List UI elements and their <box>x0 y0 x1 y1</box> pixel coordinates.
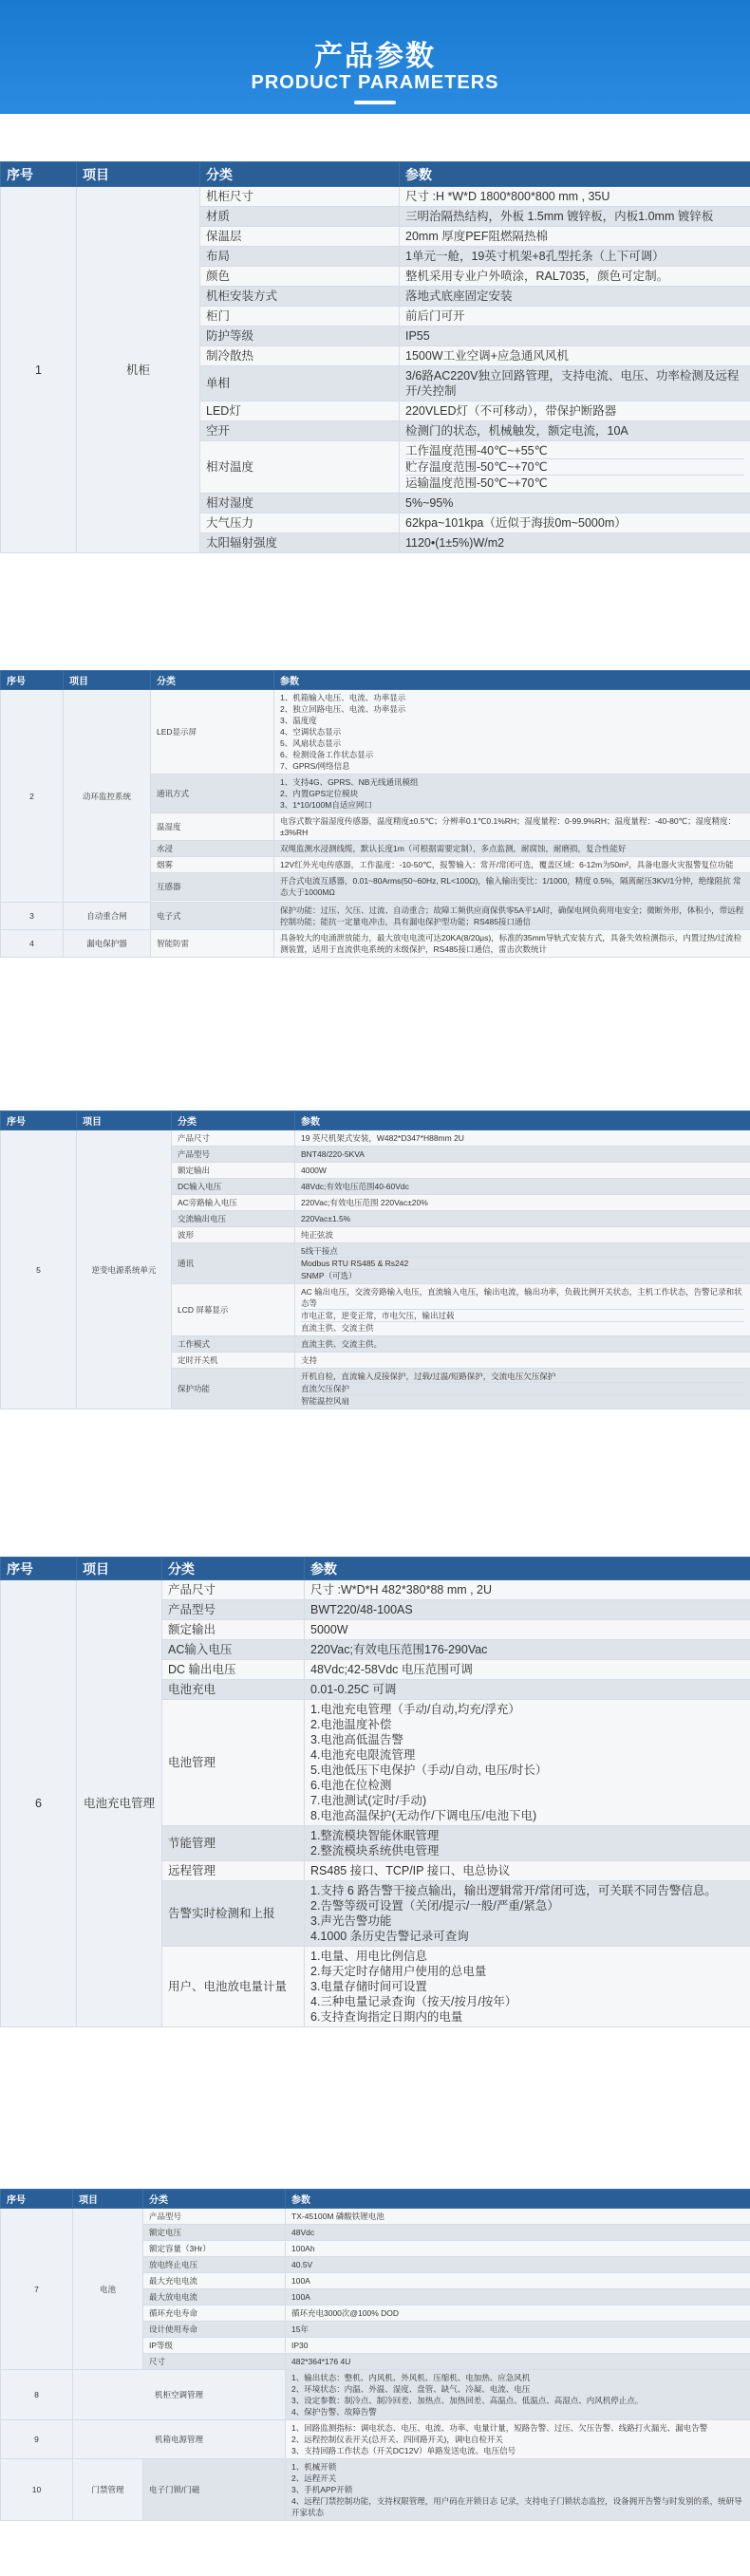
row-category: 机柜安装方式 <box>200 287 400 307</box>
param-line: 三明治隔热结构，外板 1.5mm 镀锌板，内板1.0mm 镀锌板 <box>405 210 714 223</box>
col-param: 参数 <box>295 1111 750 1130</box>
row-category: 交流输出电压 <box>172 1211 295 1227</box>
row-category: LCD 屏幕显示 <box>172 1284 295 1336</box>
row-value <box>295 1369 750 1409</box>
param-line: 2、内置GPS定位模块 <box>280 789 359 798</box>
row-value <box>400 287 750 307</box>
row-value <box>286 2273 750 2289</box>
row-category: 颜色 <box>200 267 400 287</box>
param-line: 市电正常，逆变正常，市电欠压，输出过载 <box>301 1309 744 1321</box>
row-item: 机箱电源管理 <box>73 2420 286 2459</box>
row-category: 最大充电电流 <box>143 2273 286 2289</box>
row-value <box>286 2305 750 2322</box>
param-line: 3、支持回路工作状态（开关DC12V）单路发送电流、电压信号 <box>291 2446 516 2455</box>
param-line: 2.每天定时存储用户使用的总电量 <box>310 1965 487 1978</box>
param-line: 3.声光告警功能 <box>310 1914 392 1928</box>
row-value <box>295 1284 750 1336</box>
section-inverter <box>0 1111 750 1409</box>
table-row <box>1 2209 750 2225</box>
param-line: 1.电池充电管理（手动/自动,均充/浮充） <box>310 1703 520 1716</box>
row-no: 10 <box>1 2459 73 2521</box>
row-item: 漏电保护器 <box>64 930 151 958</box>
col-param: 参数 <box>274 671 750 690</box>
row-value <box>286 2257 750 2273</box>
row-item: 逆变电源系统单元 <box>77 1130 172 1409</box>
param-line: 1500W工业空调+应急通风风机 <box>405 349 569 363</box>
table-row <box>1 2459 750 2521</box>
param-line: 220Vac;有效电压范围 220Vac±20% <box>301 1198 428 1207</box>
param-line: 100A <box>291 2292 310 2302</box>
row-category: 空开 <box>200 421 400 441</box>
row-value <box>295 1179 750 1195</box>
param-line: 4、空调状态显示 <box>280 727 342 737</box>
row-category: AC旁路输入电压 <box>172 1195 295 1211</box>
param-line: 落地式底座固定安装 <box>405 289 513 303</box>
row-category: 保温层 <box>200 227 400 247</box>
row-category: 波形 <box>172 1227 295 1243</box>
param-line: 4、保护告警、故障告警 <box>291 2407 377 2417</box>
row-value <box>400 513 750 533</box>
param-line: 工作温度范围-40℃~+55℃ <box>405 444 548 457</box>
param-line: IP30 <box>291 2341 309 2350</box>
col-no: 序号 <box>1 2190 73 2209</box>
col-item: 项目 <box>77 1558 162 1580</box>
row-no: 2 <box>1 690 64 903</box>
table-row <box>1 930 750 958</box>
row-no: 9 <box>1 2420 73 2459</box>
row-value <box>305 1826 750 1861</box>
row-value <box>295 1195 750 1211</box>
param-line: 3、手机APP开锁 <box>291 2485 353 2494</box>
row-value: 双绳监测水浸测线缆，默认长度1m（可根据需要定制），多点监测，耐腐蚀，耐磨损，复合性能好 <box>274 841 750 857</box>
row-value <box>305 1881 750 1947</box>
row-value <box>286 2420 750 2459</box>
row-category: 定时开关机 <box>172 1353 295 1369</box>
param-line: 3、1*10/100M自适应网口 <box>280 800 372 810</box>
col-category: 分类 <box>151 671 274 690</box>
row-item: 机柜空调管理 <box>73 2370 286 2420</box>
param-line: 1.电量、用电比例信息 <box>310 1950 427 1963</box>
table-row <box>1 1130 750 1147</box>
param-line: 直流主供、交流主供。 <box>301 1339 383 1349</box>
row-category: 额定容量（3Hr） <box>143 2241 286 2257</box>
row-value <box>286 2209 750 2225</box>
row-category: 尺寸 <box>143 2354 286 2370</box>
row-value <box>286 2370 750 2420</box>
param-line: RS485 接口、TCP/IP 接口、电总协议 <box>310 1864 511 1877</box>
param-line: 直流欠压保护 <box>301 1382 744 1394</box>
row-category: 相对湿度 <box>200 494 400 513</box>
col-no: 序号 <box>1 1558 77 1580</box>
param-line: 15年 <box>291 2324 309 2334</box>
table-row <box>1 690 750 775</box>
section-cabinet <box>0 161 750 553</box>
param-line: 48Vdc <box>291 2228 315 2237</box>
row-value <box>400 421 750 441</box>
param-line: TX-45100M 磷酸铁锂电池 <box>291 2212 384 2221</box>
row-category: 烟雾 <box>151 857 274 873</box>
param-line: SNMP（可选） <box>301 1269 744 1281</box>
row-item: 门禁管理 <box>73 2459 143 2521</box>
col-param: 参数 <box>305 1558 750 1580</box>
row-no: 7 <box>1 2209 73 2370</box>
param-line: 2.电池温度补偿 <box>310 1718 392 1731</box>
row-no: 6 <box>1 1580 77 2027</box>
col-category: 分类 <box>162 1558 305 1580</box>
row-value <box>400 267 750 287</box>
param-line: 3.电池高低温告警 <box>310 1733 403 1746</box>
col-no: 序号 <box>1 162 77 187</box>
row-value <box>400 494 750 513</box>
col-category: 分类 <box>172 1111 295 1130</box>
param-line: 5线干接点 <box>301 1246 338 1256</box>
param-line: 48Vdc;有效电压范围40-60Vdc <box>301 1182 409 1191</box>
title-underline <box>354 101 396 104</box>
row-category: LED灯 <box>200 401 400 421</box>
row-category: 通讯方式 <box>151 775 274 813</box>
param-line: 100Ah <box>291 2244 315 2253</box>
table-row <box>1 1580 750 1600</box>
row-item: 电池充电管理 <box>77 1580 162 2027</box>
row-category: 额定电压 <box>143 2225 286 2241</box>
param-line: 2.告警等级可设置（关闭/提示/一般/严重/紧急） <box>310 1899 559 1913</box>
param-line: 整机采用专业户外喷涂，RAL7035，颜色可定制。 <box>405 270 669 283</box>
param-line: 运输温度范围-50℃~+70℃ <box>405 475 744 491</box>
param-line: 48Vdc;42-58Vdc 电压范围可调 <box>310 1663 473 1676</box>
row-value <box>286 2241 750 2257</box>
row-value <box>305 1680 750 1700</box>
row-value: 具备较大的电涌泄放能力，最大放电电流可达20KA(8/20μs)，标准的35mm导轨式安装方式，具备失效检测指示，内置过热/过流检测装置，适用于直流供电系统的末级保护，RS485接口通信，雷击次数统计 <box>274 930 750 958</box>
param-line: 40.5V <box>291 2260 313 2269</box>
param-line: 7、GPRS/网络信息 <box>280 761 350 771</box>
row-value <box>400 227 750 247</box>
row-value <box>286 2338 750 2354</box>
table-row <box>1 2370 750 2420</box>
row-value <box>305 1620 750 1640</box>
row-category: 保护功能 <box>172 1369 295 1409</box>
row-value <box>286 2354 750 2370</box>
row-category: DC 输出电压 <box>162 1660 305 1680</box>
row-category: 互感器 <box>151 873 274 901</box>
col-item: 项目 <box>64 671 151 690</box>
col-item: 项目 <box>73 2190 143 2209</box>
param-line: BWT220/48-100AS <box>310 1603 413 1616</box>
param-line: 尺寸 :H *W*D 1800*800*800 mm , 35U <box>405 190 610 203</box>
row-value: 保护功能：过压、欠压、过流、自动重合；故障工频供应商保供零5A平1A时，确保电网负荷用电安全；微断外形，体积小，带远程控制功能；能抗一定量电冲击，具有漏电保护型功能；RS485接口通信 <box>274 903 750 930</box>
param-line: 19 英尺机架式安装，W482*D347*H88mm 2U <box>301 1133 464 1143</box>
param-line: 5000W <box>310 1623 348 1636</box>
row-category: 节能管理 <box>162 1826 305 1861</box>
table-row <box>1 187 750 207</box>
param-line: 6.电池在位检测 <box>310 1779 392 1792</box>
row-category: 用户、电池放电量计量 <box>162 1947 305 2027</box>
section-battery <box>0 2189 750 2521</box>
param-line: 8.电池高温保护(无动作/下调电压/电池下电) <box>310 1809 537 1822</box>
row-value <box>295 1211 750 1227</box>
param-line: 7.电池测试(定时/手动) <box>310 1794 427 1807</box>
param-line: 贮存温度范围-50℃~+70℃ <box>405 458 744 475</box>
row-category: 材质 <box>200 207 400 227</box>
row-value <box>400 307 750 327</box>
param-line: 3/6路AC220V独立回路管理，支持电流、电压、功率检测及远程开/关控制 <box>405 369 740 398</box>
row-category: 智能防雷 <box>151 930 274 958</box>
row-value <box>305 1600 750 1620</box>
row-category: 告警实时检测和上报 <box>162 1881 305 1947</box>
row-value <box>295 1353 750 1369</box>
param-line: 1120•(1±5%)W/m2 <box>405 536 505 550</box>
param-line: 6、检测设备工作状态显示 <box>280 750 374 759</box>
row-category: 大气压力 <box>200 513 400 533</box>
row-item: 机柜 <box>77 187 200 553</box>
col-no: 序号 <box>1 1111 77 1130</box>
col-category: 分类 <box>143 2190 286 2209</box>
param-line: 4、远程门禁控制功能，支持权限管理，用户码在开锁日志 记录，支持电子门锁状态监控，设备拥开告警与时发别的系，统研导开家状态 <box>291 2496 742 2517</box>
row-category: 放电终止电压 <box>143 2257 286 2273</box>
param-line: 3.电量存储时间可设置 <box>310 1980 427 1993</box>
param-line: 4.三种电量记录查询（按天/按月/按年） <box>310 1995 517 2008</box>
page-title: 产品参数 <box>314 41 436 72</box>
param-line: 1、机箱输入电压、电流、功率显示 <box>280 693 406 702</box>
param-line: 循环充电3000次@100% DOD <box>291 2308 400 2318</box>
row-value <box>295 1163 750 1179</box>
param-line: 3、设定参数：制冷点、制冷回差、加热点、加热回差、高温点、低温点、高湿点、内风机停止点。 <box>291 2396 644 2405</box>
row-value <box>286 2225 750 2241</box>
row-category: 产品尺寸 <box>162 1580 305 1600</box>
param-line: 2、远程控制仪表开关(总开关、四回路开关)，调电自检开关 <box>291 2435 503 2444</box>
row-category: 通讯 <box>172 1243 295 1284</box>
row-category: 产品型号 <box>143 2209 286 2225</box>
row-item: 动环监控系统 <box>64 690 151 903</box>
row-category: 远程管理 <box>162 1861 305 1881</box>
col-no: 序号 <box>1 671 64 690</box>
param-line: 检测门的状态，机械触发，额定电流，10A <box>405 424 628 438</box>
row-category: AC输入电压 <box>162 1640 305 1660</box>
row-category: 电池管理 <box>162 1700 305 1826</box>
param-line: 5%~95% <box>405 496 454 510</box>
row-no: 4 <box>1 930 64 958</box>
row-category: 产品型号 <box>162 1600 305 1620</box>
page-header <box>0 0 750 114</box>
row-value <box>295 1147 750 1163</box>
param-line: 1单元一舱，19英寸机架+8孔型托条（上下可调） <box>405 250 665 263</box>
table-header <box>1 162 750 187</box>
table-header <box>1 671 750 690</box>
table-row <box>1 903 750 930</box>
row-category: 单相 <box>200 366 400 401</box>
param-line: 1、机械开锁 <box>291 2462 337 2472</box>
param-line: 1、输出状态：整机、内风机、外风机、压缩机、电加热、应急风机 <box>291 2373 531 2382</box>
col-param: 参数 <box>286 2190 750 2209</box>
row-category: 制冷散热 <box>200 346 400 366</box>
row-category: 循环充电寿命 <box>143 2305 286 2322</box>
row-category: 相对温度 <box>200 441 400 494</box>
col-item: 项目 <box>77 1111 172 1130</box>
param-line: 4.1000 条历史告警记录可查询 <box>310 1930 469 1943</box>
param-line: 1.支持 6 路告警干接点输出，输出逻辑常开/常闭可选，可关联不同告警信息。 <box>310 1884 717 1897</box>
row-category: 额定输出 <box>172 1163 295 1179</box>
row-value <box>400 533 750 553</box>
param-line: 62kpa~101kpa（近似于海拔0m~5000m） <box>405 516 627 530</box>
param-line: 尺寸 :W*D*H 482*380*88 mm , 2U <box>310 1583 493 1596</box>
param-line: 前后门可开 <box>405 309 465 323</box>
row-category: LED显示屏 <box>151 690 274 775</box>
param-line: 4000W <box>301 1166 327 1175</box>
param-line: 2、远程开关 <box>291 2473 337 2483</box>
param-line: 5、风扇状态显示 <box>280 738 342 748</box>
param-line: 2.整流模块系统供电管理 <box>310 1844 440 1857</box>
table-header <box>1 2190 750 2209</box>
row-category: 布局 <box>200 247 400 267</box>
param-line: 2、独立回路电压、电流、功率显示 <box>280 704 406 714</box>
row-value <box>274 690 750 775</box>
row-value <box>286 2459 750 2521</box>
row-value <box>400 187 750 207</box>
param-line: 开机自检，直流输入反接保护，过载/过温/短路保护，交流电压欠压保护 <box>301 1372 556 1381</box>
row-value <box>400 366 750 401</box>
row-category: 产品尺寸 <box>172 1130 295 1147</box>
row-category: 产品型号 <box>172 1147 295 1163</box>
param-line: 100A <box>291 2276 310 2286</box>
param-line: 220Vac;有效电压范围176-290Vac <box>310 1643 488 1656</box>
param-line: 1、回路监测指标：调电状态、电压、电流、功率、电量计量，短路告警、过压、欠压告警、线路打火漏光、漏电告警 <box>291 2423 708 2433</box>
row-category: 温湿度 <box>151 813 274 841</box>
row-value <box>400 401 750 421</box>
row-value <box>286 2322 750 2338</box>
row-category: 电子式 <box>151 903 274 930</box>
row-category: 水浸 <box>151 841 274 857</box>
row-item: 自动重合闸 <box>64 903 151 930</box>
param-line: 482*364*176 4U <box>291 2357 351 2366</box>
param-line: AC 输出电压，交流旁路输入电压，直流输入电压，输出电流，输出功率，负载比例开关状态，主机工作状态，告警记录和状态等 <box>301 1287 742 1308</box>
param-line: 5.电池低压下电保护（手动/自动, 电压/时长） <box>310 1764 548 1777</box>
row-value <box>295 1227 750 1243</box>
param-line: IP55 <box>405 329 430 343</box>
table-header <box>1 1111 750 1130</box>
col-item: 项目 <box>77 162 200 187</box>
param-line: 直流主供、交流主供 <box>301 1321 744 1334</box>
row-value: 12V红外光电传感器，工作温度：-10-50℃，报警输入：常开/常闭可选，覆盖区域：6-12m为50m²，具备电器火灾报警复位功能 <box>274 857 750 873</box>
row-value <box>305 1640 750 1660</box>
param-line: 1、支持4G、GPRS、NB无线通讯模组 <box>280 777 419 787</box>
row-category: 机柜尺寸 <box>200 187 400 207</box>
param-line: 支持 <box>301 1355 318 1365</box>
param-line: 3、温度度 <box>280 716 317 725</box>
row-category: 最大放电电流 <box>143 2289 286 2305</box>
col-param: 参数 <box>400 162 750 187</box>
row-category: 电池充电 <box>162 1680 305 1700</box>
row-value <box>400 346 750 366</box>
param-line: 220Vac±1.5% <box>301 1214 351 1223</box>
row-value <box>274 775 750 813</box>
row-value <box>295 1243 750 1284</box>
row-value <box>286 2289 750 2305</box>
param-line: BNT48/220-5KVA <box>301 1149 365 1159</box>
param-line: 纯正弦波 <box>301 1230 334 1240</box>
row-category: 额定输出 <box>162 1620 305 1640</box>
param-line: 20mm 厚度PEF阻燃隔热棉 <box>405 230 549 243</box>
row-value <box>295 1336 750 1353</box>
row-category: 电子门锁/门磁 <box>143 2459 286 2521</box>
row-value: 开合式电流互感器，0.01~80Arms(50~60Hz, RL<100Ω)，输入输出变比：1/1000，精度 0.5%，隔离耐压3KV/1分钟，绝缘阻抗 常态大于1000MΩ <box>274 873 750 901</box>
row-category: IP等级 <box>143 2338 286 2354</box>
param-line: Modbus RTU RS485 & Rs242 <box>301 1257 744 1269</box>
row-no: 5 <box>1 1130 77 1409</box>
row-category: 设计使用寿命 <box>143 2322 286 2338</box>
section-env-monitor <box>0 670 750 958</box>
page-subtitle: PRODUCT PARAMETERS <box>251 72 499 93</box>
row-value <box>305 1861 750 1881</box>
table-row <box>1 2420 750 2459</box>
row-category: 工作模式 <box>172 1336 295 1353</box>
row-no: 3 <box>1 903 64 930</box>
row-value <box>400 327 750 346</box>
row-value <box>295 1130 750 1147</box>
row-no: 8 <box>1 2370 73 2420</box>
param-line: 0.01-0.25C 可调 <box>310 1683 397 1696</box>
row-value: 电容式数字温湿度传感器，温度精度±0.5℃；分辨率0.1℃0.1%RH；湿度量程：0-99.9%RH；温度量程：-40-80℃；湿度精度：±3%RH <box>274 813 750 841</box>
section-charge <box>0 1557 750 2027</box>
row-value <box>400 247 750 267</box>
param-line: 2、环境状态：内温、外温、湿度、盘管、缺气、冷凝、电流、电压 <box>291 2384 531 2394</box>
table-header <box>1 1558 750 1580</box>
row-no: 1 <box>1 187 77 553</box>
col-category: 分类 <box>200 162 400 187</box>
param-line: 1.整流模块智能休眠管理 <box>310 1829 440 1842</box>
row-value <box>305 1947 750 2027</box>
row-category: 太阳辐射强度 <box>200 533 400 553</box>
row-category: 防护等级 <box>200 327 400 346</box>
row-item: 电池 <box>73 2209 143 2370</box>
row-value <box>400 207 750 227</box>
row-category: DC输入电压 <box>172 1179 295 1195</box>
row-value <box>305 1660 750 1680</box>
row-value <box>305 1700 750 1826</box>
param-line: 6.支持查询指定日期内的电量 <box>310 2010 463 2024</box>
param-line: 4.电池充电限流管理 <box>310 1748 416 1762</box>
row-value <box>400 441 750 494</box>
param-line: 智能温控风扇 <box>301 1394 744 1407</box>
row-value <box>305 1580 750 1600</box>
row-category: 柜门 <box>200 307 400 327</box>
param-line: 220VLED灯（不可移动），带保护断路器 <box>405 404 617 418</box>
